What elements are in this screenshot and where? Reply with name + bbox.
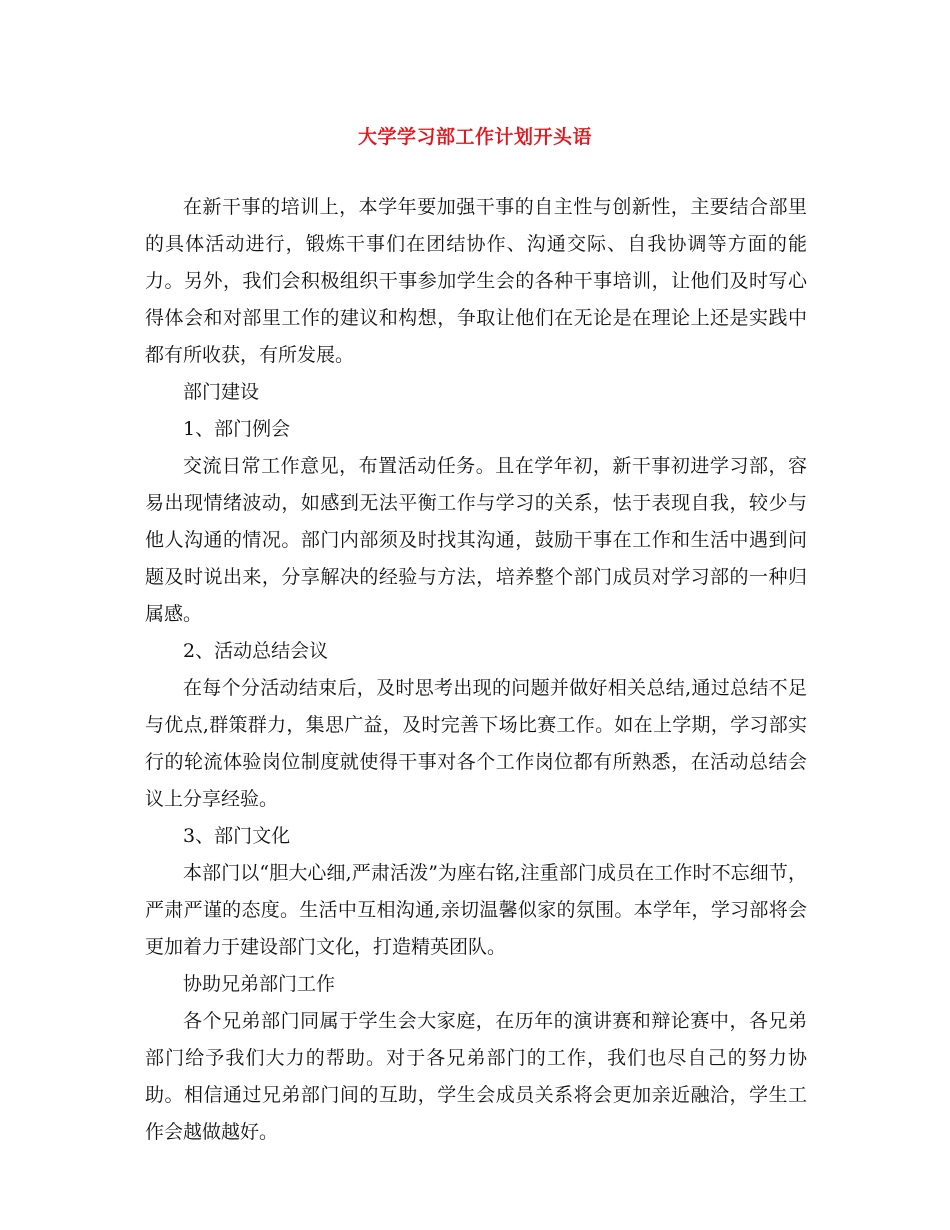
document-title: 大学学习部工作计划开头语: [357, 126, 592, 148]
subheading-department-culture: 3、部门文化: [183, 825, 291, 847]
paragraph-department-meeting: 交流日常工作意见，布置活动任务。且在学年初，新干事初进学习部，容易出现情绪波动，如感到无法平衡工作与学习的关系，怯于表现自我，较少与他人沟通的情况。部门内部须及时找其沟通，鼓励干事在工作和生活中遇到问题及时说出来，分享解决的经验与方法，培养整个部门成员对学习部的一种归属感。: [145, 455, 807, 625]
paragraph-activity-summary: 在每个分活动结束后，及时思考出现的问题并做好相关总结,通过总结不足与优点,群策群力，集思广益，及时完善下场比赛工作。如在上学期，学习部实行的轮流体验岗位制度就使得干事对各个工作岗位都有所熟悉，在活动总结会议上分享经验。: [145, 677, 807, 810]
subheading-department-meeting: 1、部门例会: [183, 418, 291, 440]
section-heading-assist-departments: 协助兄弟部门工作: [183, 973, 336, 995]
document-body: [145, 189, 807, 1151]
paragraph-assist-departments: 各个兄弟部门同属于学生会大家庭，在历年的演讲赛和辩论赛中，各兄弟部门给予我们大力的帮助。对于各兄弟部门的工作，我们也尽自己的努力协助。相信通过兄弟部门间的互助，学生会成员关系将会更加亲近融洽，学生工作会越做越好。: [145, 1010, 807, 1143]
subheading-activity-summary: 2、活动总结会议: [183, 640, 329, 662]
paragraph-department-culture: 本部门以“胆大心细,严肃活泼”为座右铭,注重部门成员在工作时不忘细节，严肃严谨的态度。生活中互相沟通,亲切温馨似家的氛围。本学年，学习部将会更加着力于建设部门文化，打造精英团队。: [145, 862, 807, 958]
intro-paragraph: 在新干事的培训上，本学年要加强干事的自主性与创新性，主要结合部里的具体活动进行，锻炼干事们在团结协作、沟通交际、自我协调等方面的能力。另外，我们会积极组织干事参加学生会的各种干事培训，让他们及时写心得体会和对部里工作的建议和构想，争取让他们在无论是在理论上还是实践中都有所收获，有所发展。: [145, 196, 807, 366]
section-heading-department-building: 部门建设: [183, 381, 260, 403]
